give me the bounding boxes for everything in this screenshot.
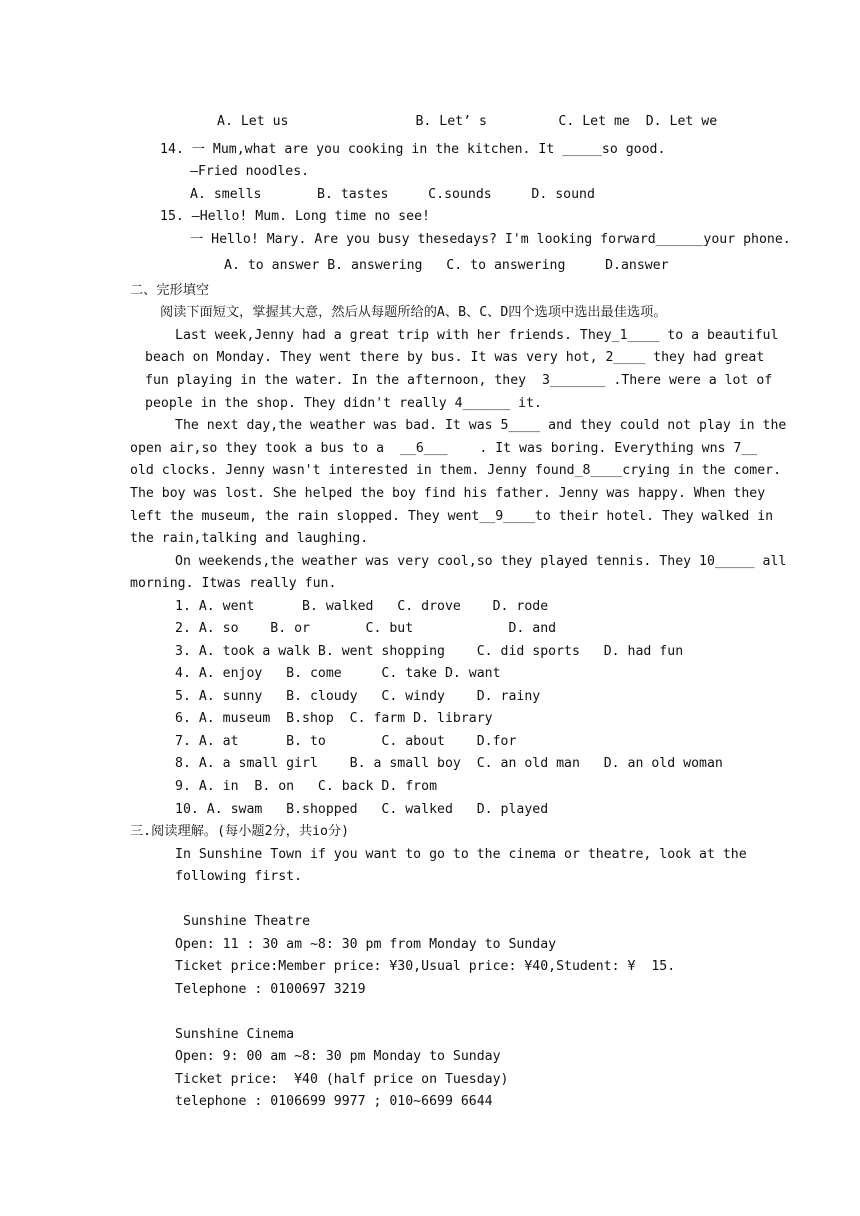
cloze-option-row: 8. A. a small girl B. a small boy C. an old man D. an old woman <box>175 756 723 771</box>
passage-line: old clocks. Jenny wasn't interested in them. Jenny found_8____crying in the comer. <box>130 463 782 478</box>
theatre-phone: Telephone : 0100697 3219 <box>175 982 366 997</box>
q14-options: A. smells B. tastes C.sounds D. sound <box>190 187 595 202</box>
reading-intro: following first. <box>175 869 303 884</box>
cloze-option-row: 1. A. went B. walked C. drove D. rode <box>175 599 549 614</box>
passage-line: The next day,the weather was bad. It was 5____ and they could not play in the <box>175 418 787 433</box>
cloze-option-row: 2. A. so B. or C. but D. and <box>175 621 557 636</box>
reading-intro: In Sunshine Town if you want to go to the cinema or theatre, look at the <box>175 847 747 862</box>
cinema-phone: telephone : 0106699 9977 ; 010~6699 6644 <box>175 1094 493 1109</box>
cloze-option-row: 5. A. sunny B. cloudy C. windy D. rainy <box>175 689 541 704</box>
cloze-option-row: 4. A. enjoy B. come C. take D. want <box>175 666 501 681</box>
q15-prompt: 15. —Hello! Mum. Long time no see! <box>160 209 430 224</box>
q15-options: A. to answer B. answering C. to answering D.answer <box>224 258 669 273</box>
cloze-option-row: 9. A. in B. on C. back D. from <box>175 779 438 794</box>
cinema-title: Sunshine Cinema <box>175 1027 295 1042</box>
q13-options: A. Let us B. Let’ s C. Let me D. Let we <box>217 114 718 129</box>
passage-line: morning. Itwas really fun. <box>130 576 337 591</box>
q15-reply: 一 Hello! Mary. Are you busy thesedays? I'm looking forward______your phone. <box>190 232 791 247</box>
passage-line: open air,so they took a bus to a __6___ . It was boring. Everything wns 7__ <box>130 441 758 456</box>
passage-line: people in the shop. They didn't really 4______ it. <box>145 396 542 411</box>
theatre-title: Sunshine Theatre <box>183 914 311 929</box>
q14-prompt: 14. 一 Mum,what are you cooking in the kitchen. It _____so good. <box>160 142 666 157</box>
theatre-price: Ticket price:Member price: ¥30,Usual price: ¥40,Student: ¥ 15. <box>175 959 676 974</box>
passage-line: The boy was lost. She helped the boy find his father. Jenny was happy. When they <box>130 486 766 501</box>
section-heading-reading: 三.阅读理解。(每小题2分，共io分) <box>130 824 350 839</box>
cloze-option-row: 7. A. at B. to C. about D.for <box>175 734 517 749</box>
passage-line: On weekends,the weather was very cool,so they played tennis. They 10_____ all <box>175 554 787 569</box>
cloze-option-row: 10. A. swam B.shopped C. walked D. played <box>175 802 549 817</box>
passage-line: the rain,talking and laughing. <box>130 531 369 546</box>
passage-line: beach on Monday. They went there by bus. It was very hot, 2____ they had great <box>145 350 765 365</box>
passage-line: fun playing in the water. In the afternoon, they 3_______ .There were a lot of <box>145 373 773 388</box>
cinema-hours: Open: 9: 00 am ~8: 30 pm Monday to Sunday <box>175 1049 501 1064</box>
cloze-instruction: 阅读下面短文，掌握其大意，然后从每题所给的A、B、C、D四个选项中选出最佳选项。 <box>160 305 667 320</box>
theatre-hours: Open: 11 : 30 am ~8: 30 pm from Monday to Sunday <box>175 937 557 952</box>
section-heading-cloze: 二、完形填空 <box>130 283 210 298</box>
cloze-option-row: 3. A. took a walk B. went shopping C. did sports D. had fun <box>175 644 684 659</box>
cloze-option-row: 6. A. museum B.shop C. farm D. library <box>175 711 493 726</box>
q14-reply: —Fried noodles. <box>190 164 310 179</box>
passage-line: Last week,Jenny had a great trip with her friends. They_1____ to a beautiful <box>175 328 779 343</box>
cinema-price: Ticket price: ¥40 (half price on Tuesday) <box>175 1072 509 1087</box>
passage-line: left the museum, the rain slopped. They went__9____to their hotel. They walked in <box>130 509 774 524</box>
